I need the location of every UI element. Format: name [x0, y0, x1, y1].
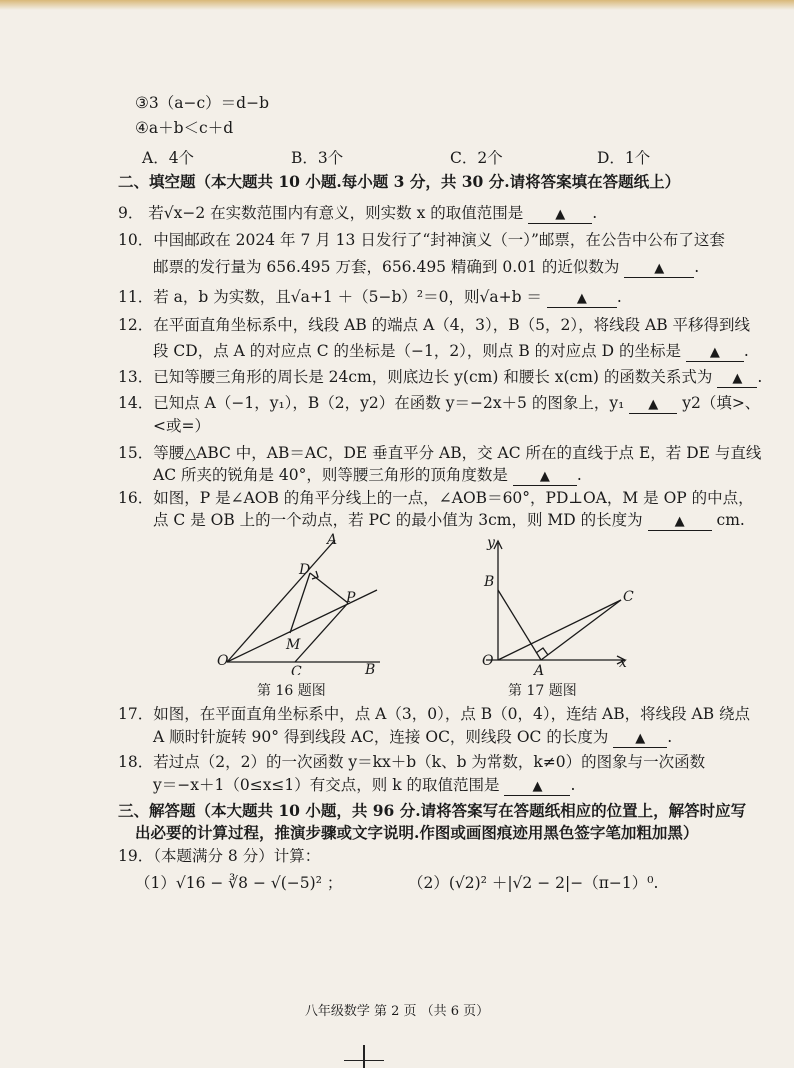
answer-blank: ▲ — [547, 291, 617, 308]
label-p: P — [346, 590, 356, 606]
question-10-line-1: 10．中国邮政在 2024 年 7 月 13 日发行了“封神演义（一）”邮票，在公告中公布了这套 — [118, 231, 725, 249]
label-y: y — [487, 535, 495, 551]
question-17-line-2: A 顺时针旋转 90° 得到线段 AC，连接 OC，则线段 OC 的长度为 ▲ . — [153, 728, 673, 746]
question-18-line-2: y＝−x＋1（0≤x≤1）有交点，则 k 的取值范围是 ▲ . — [153, 776, 576, 794]
figure-17-diagram — [476, 535, 636, 675]
label-o: O — [482, 653, 494, 669]
question-17-line-1: 17．如图，在平面直角坐标系中，点 A（3，0），点 B（0，4），连结 AB，将线段 AB 绕点 — [118, 705, 751, 723]
answer-blank: ▲ — [624, 261, 694, 278]
question-19-part-1: （1）√16 − ∛8 − √(−5)² ； — [135, 874, 343, 892]
figure-16-diagram — [215, 530, 390, 675]
question-9: 9． 若√x−2 在实数范围内有意义，则实数 x 的取值范围是 ▲ . — [118, 204, 598, 222]
answer-blank: ▲ — [629, 397, 677, 414]
label-b: B — [484, 574, 495, 590]
label-x: x — [619, 655, 627, 671]
binding-mark-base — [344, 1060, 384, 1061]
label-o: O — [217, 653, 229, 669]
question-19-part-2: （2）(√2)² ＋|√2 − 2|−（π−1）⁰. — [408, 874, 659, 892]
section-3-heading-line-2: 出必要的计算过程，推演步骤或文字说明.作图或画图痕迹用黑色签字笔加粗加黑） — [135, 823, 699, 842]
option-d: D．1个 — [597, 149, 651, 167]
answer-blank: ▲ — [686, 345, 744, 362]
option-b: B．3个 — [291, 149, 344, 167]
question-12-line-1: 12．在平面直角坐标系中，线段 AB 的端点 A（4，3），B（5，2），将线段 AB 平移得到线 — [118, 316, 751, 334]
answer-blank: ▲ — [504, 779, 570, 796]
label-b: B — [365, 662, 376, 675]
label-a: A — [327, 532, 338, 548]
page-footer: 八年级数学 第 2 页 （共 6 页） — [304, 1004, 490, 1019]
section-2-heading: 二、填空题（本大题共 10 小题.每小题 3 分，共 30 分.请将答案填在答题纸上） — [118, 172, 681, 191]
question-14-line-1: 14．已知点 A（−1，y₁），B（2，y2）在函数 y＝−2x＋5 的图象上，y₁ ▲ y2（填>、 — [118, 394, 761, 412]
question-10-line-2: 邮票的发行量为 656.495 万套，656.495 精确到 0.01 的近似数为 ▲ . — [153, 258, 700, 276]
question-13: 13．已知等腰三角形的周长是 24cm，则底边长 y(cm) 和腰长 x(cm) 的函数关系式为 ▲ . — [118, 368, 763, 386]
answer-blank: ▲ — [613, 731, 667, 748]
label-d: D — [299, 562, 311, 578]
label-m: M — [286, 637, 301, 653]
label-a: A — [534, 663, 545, 675]
answer-blank: ▲ — [513, 469, 577, 486]
segment-pc — [295, 603, 348, 662]
choice-3: ③3（a−c）＝d−b — [135, 94, 269, 112]
page-top-band — [0, 0, 794, 10]
binding-mark — [363, 1045, 365, 1068]
answer-blank: ▲ — [717, 371, 757, 388]
question-16-line-2: 点 C 是 OB 上的一个动点，若 PC 的最小值为 3cm，则 MD 的长度为 ▲ cm. — [153, 511, 745, 529]
segment-oc — [498, 600, 621, 660]
question-12-line-2: 段 CD，点 A 的对应点 C 的坐标是（−1，2），则点 B 的对应点 D 的坐标是 ▲ . — [153, 342, 749, 360]
label-c: C — [623, 589, 634, 605]
question-18-line-1: 18．若过点（2，2）的一次函数 y＝kx＋b（k、b 为常数，k≠0）的图象与一次函数 — [118, 753, 706, 771]
ray-oa — [227, 540, 335, 662]
answer-blank: ▲ — [528, 207, 592, 224]
figure-17-caption: 第 17 题图 — [508, 683, 577, 699]
question-19-heading: 19．（本题满分 8 分）计算： — [118, 847, 321, 865]
question-14-line-2: <或=） — [153, 417, 210, 435]
question-16-line-1: 16．如图，P 是∠AOB 的角平分线上的一点，∠AOB＝60°，PD⊥OA，M 是 OP 的中点， — [118, 489, 754, 507]
question-11: 11．若 a，b 为实数，且√a+1 ＋（5−b）²＝0，则√a+b ＝ ▲ . — [118, 288, 622, 306]
choice-4: ④a＋b＜c＋d — [135, 119, 234, 137]
section-3-heading-line-1: 三、解答题（本大题共 10 小题，共 96 分.请将答案写在答题纸相应的位置上，解答时应写 — [118, 801, 747, 820]
segment-ac — [541, 600, 621, 660]
figure-16-caption: 第 16 题图 — [257, 683, 326, 699]
label-c: C — [291, 664, 302, 675]
question-15-line-1: 15．等腰△ABC 中，AB＝AC，DE 垂直平分 AB，交 AC 所在的直线于点 E，若 DE 与直线 — [118, 444, 762, 462]
question-15-line-2: AC 所夹的锐角是 40°，则等腰三角形的顶角度数是 ▲ . — [153, 466, 582, 484]
option-c: C．2个 — [450, 149, 503, 167]
option-a: A．4个 — [142, 149, 195, 167]
answer-blank: ▲ — [648, 514, 712, 531]
